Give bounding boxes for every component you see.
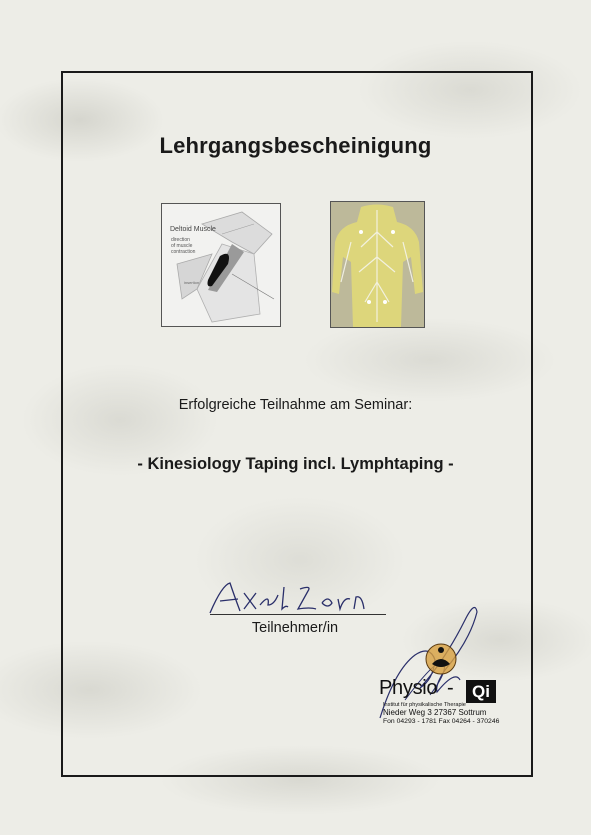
seminar-name: - Kinesiology Taping incl. Lymphtaping - bbox=[137, 455, 454, 473]
participant-label: Teilnehmer/in bbox=[251, 620, 339, 636]
stamp-brand-prefix: Physio bbox=[379, 677, 438, 699]
physio-qi-emblem-icon bbox=[424, 642, 458, 676]
stamp-institute: Institut für physikalische Therapie bbox=[383, 702, 466, 708]
stamp-phone: Fon 04293 - 1781 Fax 04264 - 370246 bbox=[383, 718, 500, 725]
deltoid-muscle-image bbox=[161, 203, 281, 327]
deltoid-caption: Deltoid Muscle bbox=[170, 226, 216, 233]
lymphatic-system-image bbox=[330, 201, 425, 328]
deltoid-small-label: insertion bbox=[184, 280, 200, 285]
seminar-intro-text: Erfolgreiche Teilnahme am Seminar: bbox=[178, 397, 413, 413]
deltoid-annotation-2: of muscle bbox=[171, 243, 193, 249]
stamp-brand-qi: Qi bbox=[466, 680, 496, 703]
lymphatic-figure-icon bbox=[331, 202, 424, 327]
stamp-brand-dash: - bbox=[447, 677, 454, 699]
deltoid-annotation-3: contraction bbox=[171, 249, 196, 255]
deltoid-annotation-1: direction bbox=[171, 237, 190, 243]
stamp-address: Nieder Weg 3 27367 Sottrum bbox=[383, 708, 487, 717]
certificate-title: Lehrgangsbescheinigung bbox=[159, 133, 432, 158]
signature-line bbox=[210, 614, 386, 615]
